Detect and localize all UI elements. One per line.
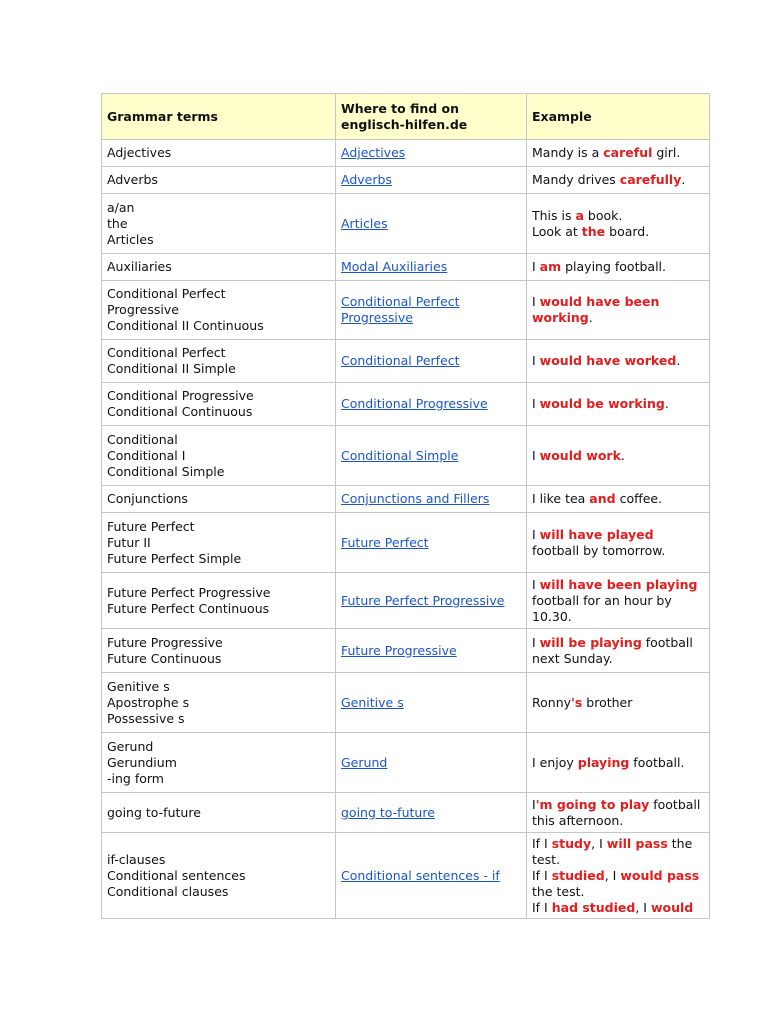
table-row bbox=[102, 793, 710, 833]
example-text: Mandy drives bbox=[532, 172, 620, 187]
example-text: football. bbox=[629, 754, 685, 770]
example-cell bbox=[527, 513, 710, 573]
table-row bbox=[102, 167, 710, 194]
topic-link-cell bbox=[336, 254, 527, 281]
example-highlight: 's bbox=[571, 694, 583, 710]
example-highlight: would bbox=[650, 899, 694, 915]
grammar-term-cell bbox=[102, 573, 336, 629]
grammar-term: Conditional I bbox=[107, 447, 186, 463]
table-header-row bbox=[102, 94, 710, 140]
example-highlight: study bbox=[551, 835, 592, 851]
topic-link[interactable]: Genitive s bbox=[341, 694, 404, 710]
topic-link[interactable]: Adjectives bbox=[341, 145, 406, 160]
grammar-term-cell bbox=[102, 426, 336, 486]
example-text: I like tea bbox=[532, 491, 590, 506]
grammar-term: Apostrophe s bbox=[107, 694, 190, 710]
header-example: Example bbox=[527, 94, 710, 140]
topic-link-cell bbox=[336, 673, 527, 733]
grammar-term-cell bbox=[102, 281, 336, 340]
example-highlight: carefully bbox=[619, 172, 682, 187]
grammar-term: the bbox=[107, 215, 128, 231]
topic-link[interactable]: Articles bbox=[341, 215, 388, 231]
example-text: This is bbox=[532, 207, 576, 223]
example-text: I bbox=[532, 526, 540, 542]
grammar-term-cell bbox=[102, 793, 336, 833]
table-row bbox=[102, 194, 710, 254]
grammar-term: Conjunctions bbox=[107, 491, 188, 506]
example-text: I bbox=[532, 634, 540, 650]
topic-link[interactable]: Conditional Perfect bbox=[341, 353, 460, 368]
grammar-term: Future Perfect bbox=[107, 518, 195, 534]
topic-link-cell bbox=[336, 140, 527, 167]
example-cell bbox=[527, 194, 710, 254]
topic-link-cell bbox=[336, 513, 527, 573]
example-text: Mandy is a bbox=[532, 145, 604, 160]
example-cell bbox=[527, 426, 710, 486]
grammar-term-cell bbox=[102, 833, 336, 919]
example-cell bbox=[527, 573, 710, 629]
example-text: football this afternoon. bbox=[532, 796, 701, 828]
example-highlight: would have been working bbox=[532, 294, 660, 325]
topic-link-cell bbox=[336, 281, 527, 340]
grammar-term: Conditional II Continuous bbox=[107, 318, 264, 333]
example-text: , I bbox=[635, 899, 651, 915]
topic-link[interactable]: Future Perfect Progressive bbox=[341, 592, 505, 608]
table-row bbox=[102, 383, 710, 426]
topic-link[interactable]: Gerund bbox=[341, 754, 388, 770]
topic-link-cell bbox=[336, 793, 527, 833]
topic-link-cell bbox=[336, 340, 527, 383]
grammar-term: -ing form bbox=[107, 770, 164, 786]
example-text: If I bbox=[532, 835, 552, 851]
example-text: Look at bbox=[532, 223, 582, 239]
topic-link-cell bbox=[336, 833, 527, 919]
topic-link[interactable]: Adverbs bbox=[341, 172, 392, 187]
example-cell bbox=[527, 340, 710, 383]
example-cell bbox=[527, 833, 710, 919]
example-cell bbox=[527, 383, 710, 426]
example-highlight: had studied bbox=[551, 899, 636, 915]
table-row bbox=[102, 486, 710, 513]
grammar-term: a/an bbox=[107, 199, 135, 215]
example-highlight: would have worked bbox=[539, 353, 677, 368]
grammar-term: Future Perfect Progressive bbox=[107, 584, 271, 600]
example-highlight: am bbox=[539, 259, 562, 274]
grammar-term: Conditional Simple bbox=[107, 463, 225, 479]
example-text: the test. bbox=[532, 883, 585, 899]
example-text: book. bbox=[583, 207, 623, 223]
topic-link-cell bbox=[336, 486, 527, 513]
example-text: If I bbox=[532, 867, 552, 883]
grammar-term-cell bbox=[102, 194, 336, 254]
example-text: , I bbox=[591, 835, 607, 851]
example-cell bbox=[527, 733, 710, 793]
grammar-term-cell bbox=[102, 486, 336, 513]
grammar-term-cell bbox=[102, 383, 336, 426]
example-cell bbox=[527, 254, 710, 281]
example-highlight: will be playing bbox=[539, 634, 642, 650]
topic-link-cell bbox=[336, 383, 527, 426]
example-text: brother bbox=[582, 694, 633, 710]
grammar-term-cell bbox=[102, 167, 336, 194]
example-highlight: will have played bbox=[539, 526, 654, 542]
example-highlight: would work bbox=[539, 447, 621, 463]
example-highlight: studied bbox=[551, 867, 605, 883]
topic-link[interactable]: Conditional Progressive bbox=[341, 396, 488, 411]
table-row bbox=[102, 254, 710, 281]
example-text: girl. bbox=[652, 145, 681, 160]
grammar-term-cell bbox=[102, 673, 336, 733]
topic-link-cell bbox=[336, 426, 527, 486]
topic-link[interactable]: Conditional Perfect Progressive bbox=[341, 294, 460, 325]
table-row bbox=[102, 340, 710, 383]
grammar-term: Articles bbox=[107, 231, 154, 247]
table-body bbox=[102, 140, 710, 919]
topic-link[interactable]: Future Progressive bbox=[341, 642, 457, 658]
example-highlight: would pass bbox=[620, 867, 700, 883]
example-cell bbox=[527, 167, 710, 194]
grammar-term-cell bbox=[102, 733, 336, 793]
grammar-term: Auxiliaries bbox=[107, 259, 172, 274]
header-where-to-find: Where to find on englisch-hilfen.de bbox=[336, 94, 527, 140]
example-cell bbox=[527, 673, 710, 733]
grammar-term: Conditional Perfect bbox=[107, 286, 226, 301]
example-text: . bbox=[588, 310, 593, 325]
example-text: I bbox=[532, 576, 540, 592]
example-text: board. bbox=[605, 223, 650, 239]
example-text: . bbox=[676, 353, 681, 368]
grammar-term: if-clauses bbox=[107, 851, 166, 867]
grammar-term: Conditional clauses bbox=[107, 883, 229, 899]
topic-link[interactable]: Conditional Simple bbox=[341, 447, 459, 463]
example-text: playing football. bbox=[561, 259, 666, 274]
example-text: the test. bbox=[532, 835, 693, 867]
grammar-term: Future Perfect Simple bbox=[107, 550, 242, 566]
example-text: football next Sunday. bbox=[532, 634, 693, 666]
topic-link[interactable]: Future Perfect bbox=[341, 534, 429, 550]
example-highlight: will have been playing bbox=[539, 576, 698, 592]
example-text: I bbox=[532, 259, 540, 274]
table-row bbox=[102, 833, 710, 919]
grammar-term: Conditional Progressive bbox=[107, 388, 254, 403]
table-row bbox=[102, 281, 710, 340]
grammar-term: Adverbs bbox=[107, 172, 158, 187]
table-row bbox=[102, 733, 710, 793]
grammar-page bbox=[101, 93, 709, 919]
grammar-term-cell bbox=[102, 140, 336, 167]
topic-link-cell bbox=[336, 573, 527, 629]
grammar-term: Genitive s bbox=[107, 678, 170, 694]
table-row bbox=[102, 573, 710, 629]
grammar-term-cell bbox=[102, 513, 336, 573]
example-text: I bbox=[532, 353, 540, 368]
example-highlight: a bbox=[575, 207, 584, 223]
grammar-term: Gerund bbox=[107, 738, 154, 754]
example-text: I bbox=[532, 294, 540, 309]
example-text: , I bbox=[604, 867, 621, 883]
example-text: I enjoy bbox=[532, 754, 578, 770]
header-grammar-terms: Grammar terms bbox=[102, 94, 336, 140]
example-text: football for an hour by 10.30. bbox=[532, 592, 672, 624]
topic-link[interactable]: Conjunctions and Fillers bbox=[341, 491, 490, 506]
grammar-term: Adjectives bbox=[107, 145, 172, 160]
example-highlight: the bbox=[581, 223, 606, 239]
example-text: . bbox=[664, 396, 669, 411]
grammar-term-cell bbox=[102, 340, 336, 383]
topic-link[interactable]: going to-future bbox=[341, 804, 435, 820]
grammar-term-cell bbox=[102, 254, 336, 281]
example-text: I bbox=[532, 396, 540, 411]
topic-link-cell bbox=[336, 733, 527, 793]
example-text: I bbox=[532, 796, 536, 812]
example-highlight: will pass bbox=[606, 835, 668, 851]
table-row bbox=[102, 140, 710, 167]
grammar-term: Conditional Continuous bbox=[107, 404, 253, 419]
example-cell bbox=[527, 793, 710, 833]
grammar-term: Future Perfect Continuous bbox=[107, 600, 270, 616]
example-highlight: and bbox=[589, 491, 616, 506]
topic-link[interactable]: Modal Auxiliaries bbox=[341, 259, 448, 274]
grammar-term: Progressive bbox=[107, 302, 179, 317]
example-text: Ronny bbox=[532, 694, 572, 710]
example-highlight: playing bbox=[577, 754, 630, 770]
example-text: football by tomorrow. bbox=[532, 542, 666, 558]
example-text: . bbox=[620, 447, 625, 463]
grammar-terms-table bbox=[101, 93, 710, 919]
example-cell bbox=[527, 281, 710, 340]
example-text: I bbox=[532, 447, 540, 463]
grammar-term: Conditional sentences bbox=[107, 867, 246, 883]
grammar-term: Conditional Perfect bbox=[107, 345, 226, 360]
topic-link[interactable]: Conditional sentences - if bbox=[341, 867, 500, 883]
example-cell bbox=[527, 486, 710, 513]
table-row bbox=[102, 629, 710, 673]
table-row bbox=[102, 673, 710, 733]
example-cell bbox=[527, 140, 710, 167]
table-row bbox=[102, 513, 710, 573]
grammar-term: Future Progressive bbox=[107, 634, 223, 650]
example-highlight: careful bbox=[603, 145, 653, 160]
topic-link-cell bbox=[336, 167, 527, 194]
example-text: . bbox=[681, 172, 686, 187]
example-cell bbox=[527, 629, 710, 673]
topic-link-cell bbox=[336, 194, 527, 254]
grammar-term: Gerundium bbox=[107, 754, 177, 770]
grammar-term-cell bbox=[102, 629, 336, 673]
grammar-term: Futur II bbox=[107, 534, 151, 550]
grammar-term: Possessive s bbox=[107, 710, 185, 726]
example-text: If I bbox=[532, 899, 552, 915]
table-row bbox=[102, 426, 710, 486]
grammar-term: Future Continuous bbox=[107, 650, 222, 666]
grammar-term: Conditional II Simple bbox=[107, 361, 236, 376]
example-text: coffee. bbox=[615, 491, 663, 506]
grammar-term: Conditional bbox=[107, 431, 178, 447]
grammar-term: going to-future bbox=[107, 804, 201, 820]
example-highlight: would be working bbox=[539, 396, 665, 411]
topic-link-cell bbox=[336, 629, 527, 673]
example-highlight: 'm going to play bbox=[535, 796, 650, 812]
